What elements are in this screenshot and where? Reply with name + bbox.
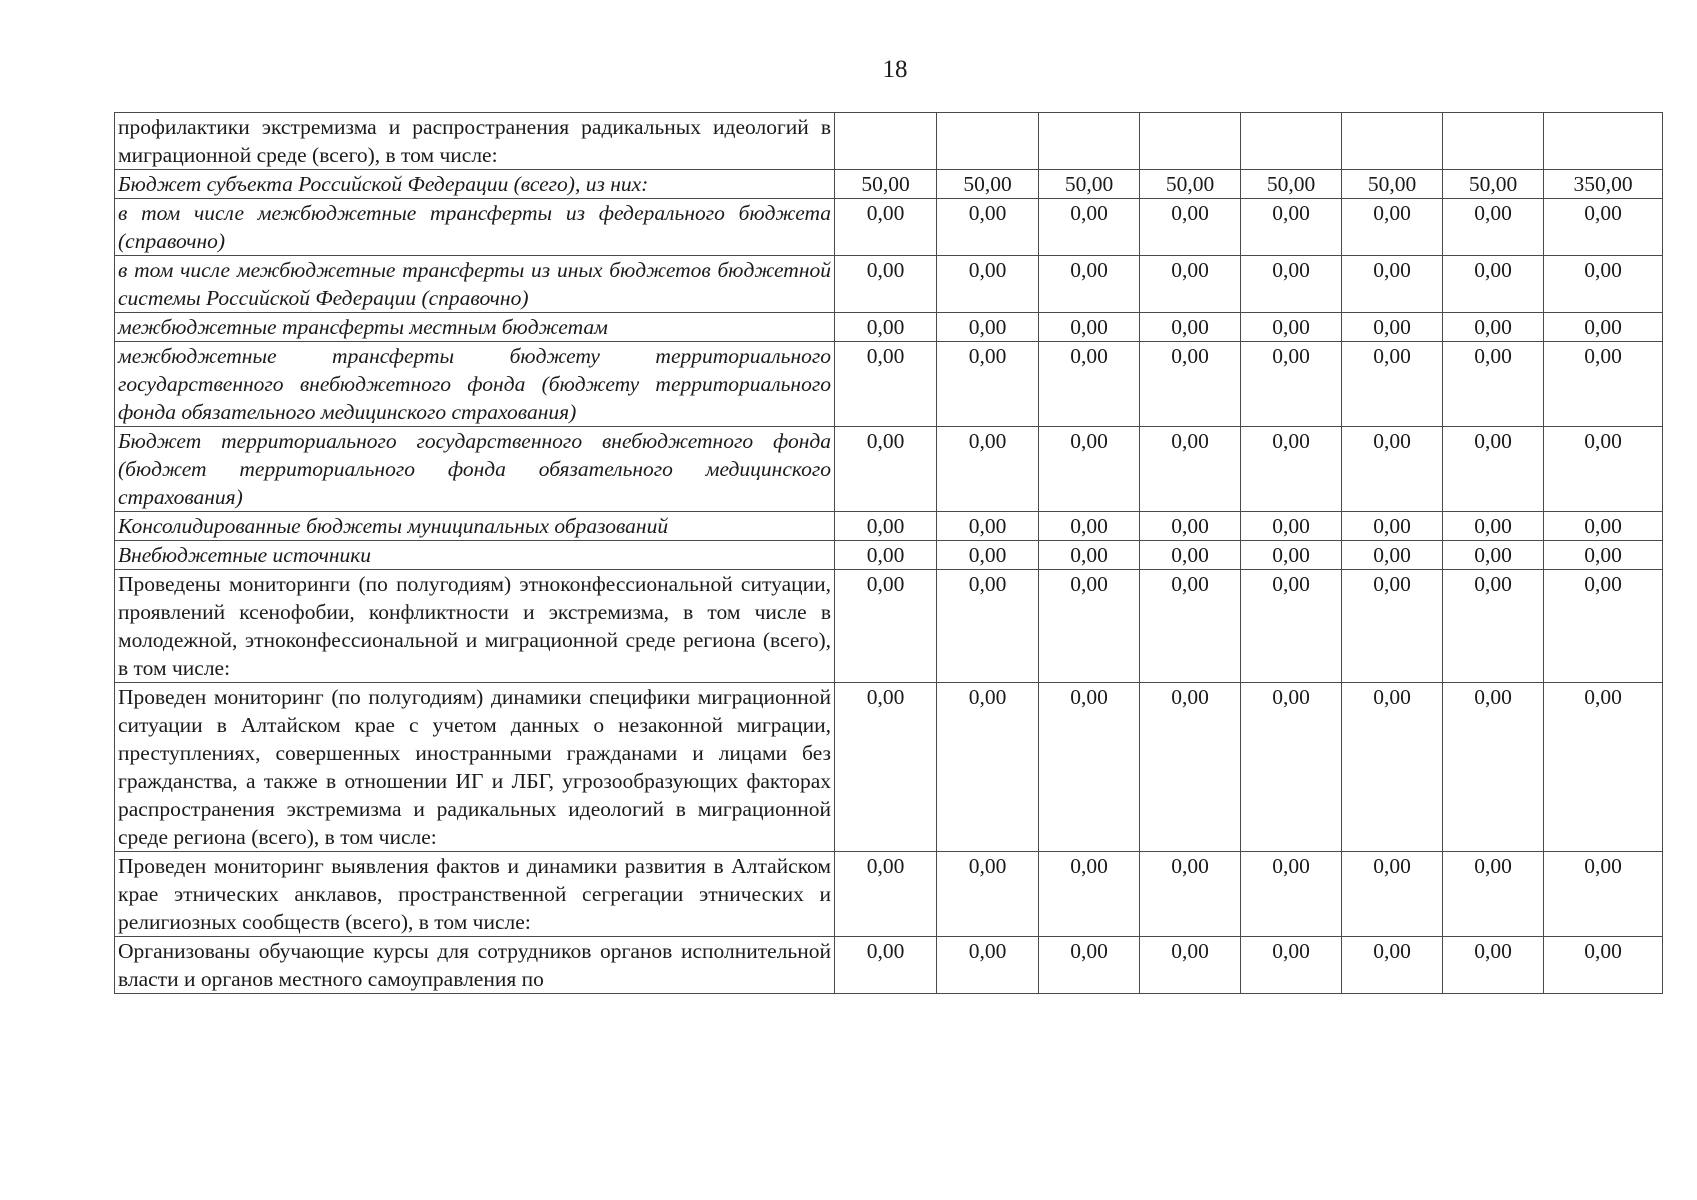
value-cell: 0,00 xyxy=(937,541,1039,570)
value-cell: 0,00 xyxy=(1544,852,1663,937)
value-cell: 0,00 xyxy=(937,570,1039,683)
value-cell: 0,00 xyxy=(1241,541,1342,570)
value-cell: 50,00 xyxy=(937,170,1039,199)
row-label: в том числе межбюджетные трансферты из иных бюджетов бюджетной системы Российской Федерации (справочно) xyxy=(115,256,835,313)
value-cell xyxy=(1039,113,1140,170)
table-row xyxy=(115,170,1663,199)
value-cell: 0,00 xyxy=(1140,427,1241,512)
value-cell: 0,00 xyxy=(1241,199,1342,256)
value-cell: 0,00 xyxy=(1039,937,1140,994)
value-cell: 0,00 xyxy=(1241,937,1342,994)
table-row xyxy=(115,256,1663,313)
value-cell: 0,00 xyxy=(1443,342,1544,427)
value-cell: 0,00 xyxy=(1241,683,1342,852)
value-cell: 0,00 xyxy=(1140,342,1241,427)
value-cell xyxy=(1241,113,1342,170)
value-cell: 0,00 xyxy=(937,199,1039,256)
value-cell: 0,00 xyxy=(1443,199,1544,256)
value-cell: 0,00 xyxy=(1140,852,1241,937)
value-cell: 0,00 xyxy=(937,683,1039,852)
value-cell: 0,00 xyxy=(835,342,937,427)
value-cell: 0,00 xyxy=(1039,256,1140,313)
value-cell: 0,00 xyxy=(1342,199,1443,256)
value-cell: 50,00 xyxy=(1241,170,1342,199)
table-row xyxy=(115,199,1663,256)
value-cell: 0,00 xyxy=(1544,541,1663,570)
value-cell: 0,00 xyxy=(835,570,937,683)
row-label: Проведен мониторинг (по полугодиям) динамики специфики миграционной ситуации в Алтайском крае с учетом данных о незаконной миграции, преступлениях, совершенных иностранными гражданами и лицами без гражданства, а также в отношении ИГ и ЛБГ, угрозообразующих факторах распространения экстремизма и радикальных идеологий в миграционной среде региона (всего), в том числе: xyxy=(115,683,835,852)
value-cell: 0,00 xyxy=(1140,937,1241,994)
value-cell: 0,00 xyxy=(1140,570,1241,683)
row-label: профилактики экстремизма и распространения радикальных идеологий в миграционной среде (всего), в том числе: xyxy=(115,113,835,170)
row-label: Бюджет субъекта Российской Федерации (всего), из них: xyxy=(115,170,835,199)
table-row xyxy=(115,427,1663,512)
value-cell: 0,00 xyxy=(1544,937,1663,994)
value-cell: 0,00 xyxy=(835,427,937,512)
budget-table xyxy=(114,112,1663,994)
value-cell: 0,00 xyxy=(937,427,1039,512)
row-label: Консолидированные бюджеты муниципальных образований xyxy=(115,512,835,541)
value-cell xyxy=(1544,113,1663,170)
value-cell: 50,00 xyxy=(1342,170,1443,199)
value-cell: 0,00 xyxy=(1544,199,1663,256)
value-cell: 0,00 xyxy=(835,852,937,937)
value-cell: 0,00 xyxy=(1241,852,1342,937)
table-row xyxy=(115,570,1663,683)
value-cell: 0,00 xyxy=(1342,313,1443,342)
value-cell: 50,00 xyxy=(1443,170,1544,199)
value-cell: 0,00 xyxy=(937,313,1039,342)
table-row xyxy=(115,512,1663,541)
table-row xyxy=(115,313,1663,342)
value-cell: 0,00 xyxy=(835,541,937,570)
value-cell: 0,00 xyxy=(1544,427,1663,512)
value-cell: 0,00 xyxy=(1342,570,1443,683)
value-cell: 0,00 xyxy=(1039,342,1140,427)
value-cell: 0,00 xyxy=(1443,852,1544,937)
page-number: 18 xyxy=(882,56,908,83)
value-cell: 50,00 xyxy=(1140,170,1241,199)
row-label: Внебюджетные источники xyxy=(115,541,835,570)
value-cell: 350,00 xyxy=(1544,170,1663,199)
table-body xyxy=(115,113,1663,994)
value-cell: 0,00 xyxy=(1140,512,1241,541)
value-cell: 0,00 xyxy=(1039,541,1140,570)
value-cell: 0,00 xyxy=(1140,541,1241,570)
row-label: Организованы обучающие курсы для сотрудников органов исполнительной власти и органов местного самоуправления по xyxy=(115,937,835,994)
row-label: Проведен мониторинг выявления фактов и динамики развития в Алтайском крае этнических анклавов, пространственной сегрегации этнических и религиозных сообществ (всего), в том числе: xyxy=(115,852,835,937)
value-cell: 0,00 xyxy=(1443,937,1544,994)
value-cell: 0,00 xyxy=(1443,683,1544,852)
value-cell: 0,00 xyxy=(835,199,937,256)
value-cell: 0,00 xyxy=(937,342,1039,427)
row-label: межбюджетные трансферты местным бюджетам xyxy=(115,313,835,342)
value-cell: 0,00 xyxy=(1443,256,1544,313)
value-cell: 0,00 xyxy=(1544,313,1663,342)
value-cell: 0,00 xyxy=(1140,683,1241,852)
value-cell: 0,00 xyxy=(1342,512,1443,541)
value-cell: 0,00 xyxy=(835,937,937,994)
value-cell: 0,00 xyxy=(1544,256,1663,313)
value-cell: 0,00 xyxy=(937,852,1039,937)
value-cell: 0,00 xyxy=(1241,313,1342,342)
value-cell xyxy=(1443,113,1544,170)
value-cell: 0,00 xyxy=(1039,852,1140,937)
value-cell: 0,00 xyxy=(1342,342,1443,427)
value-cell: 0,00 xyxy=(835,512,937,541)
value-cell: 0,00 xyxy=(1039,199,1140,256)
table-row xyxy=(115,683,1663,852)
table-row xyxy=(115,113,1663,170)
value-cell: 0,00 xyxy=(1544,683,1663,852)
value-cell: 0,00 xyxy=(1342,541,1443,570)
value-cell: 0,00 xyxy=(1039,427,1140,512)
value-cell: 0,00 xyxy=(1039,313,1140,342)
row-label: в том числе межбюджетные трансферты из федерального бюджета (справочно) xyxy=(115,199,835,256)
table-row xyxy=(115,541,1663,570)
value-cell: 0,00 xyxy=(937,937,1039,994)
value-cell: 0,00 xyxy=(1342,256,1443,313)
value-cell: 0,00 xyxy=(937,256,1039,313)
value-cell: 0,00 xyxy=(835,313,937,342)
table-row xyxy=(115,852,1663,937)
value-cell xyxy=(1140,113,1241,170)
value-cell: 0,00 xyxy=(1443,570,1544,683)
value-cell: 0,00 xyxy=(1443,512,1544,541)
value-cell: 50,00 xyxy=(835,170,937,199)
value-cell: 0,00 xyxy=(1241,512,1342,541)
value-cell: 0,00 xyxy=(1241,256,1342,313)
value-cell: 0,00 xyxy=(1443,313,1544,342)
row-label: межбюджетные трансферты бюджету территориального государственного внебюджетного фонда (бюджету территориального фонда обязательного медицинского страхования) xyxy=(115,342,835,427)
value-cell: 0,00 xyxy=(1443,427,1544,512)
row-label: Проведены мониторинги (по полугодиям) этноконфессиональной ситуации, проявлений ксенофобии, конфликтности и экстремизма, в том числе в молодежной, этноконфессиональной и миграционной среде региона (всего), в том числе: xyxy=(115,570,835,683)
value-cell xyxy=(1342,113,1443,170)
value-cell: 0,00 xyxy=(1039,512,1140,541)
value-cell: 0,00 xyxy=(1342,852,1443,937)
value-cell: 0,00 xyxy=(1140,199,1241,256)
row-label: Бюджет территориального государственного внебюджетного фонда (бюджет территориального фонда обязательного медицинского страхования) xyxy=(115,427,835,512)
value-cell: 0,00 xyxy=(1241,427,1342,512)
value-cell: 0,00 xyxy=(835,683,937,852)
value-cell: 0,00 xyxy=(1241,570,1342,683)
value-cell xyxy=(835,113,937,170)
value-cell: 0,00 xyxy=(1140,313,1241,342)
value-cell: 0,00 xyxy=(1544,570,1663,683)
value-cell: 0,00 xyxy=(1443,541,1544,570)
table-row xyxy=(115,937,1663,994)
value-cell: 0,00 xyxy=(1342,427,1443,512)
value-cell: 0,00 xyxy=(1039,570,1140,683)
value-cell: 0,00 xyxy=(1241,342,1342,427)
value-cell: 0,00 xyxy=(1342,937,1443,994)
value-cell: 50,00 xyxy=(1039,170,1140,199)
table-row xyxy=(115,342,1663,427)
value-cell: 0,00 xyxy=(937,512,1039,541)
value-cell: 0,00 xyxy=(1039,683,1140,852)
value-cell: 0,00 xyxy=(1140,256,1241,313)
value-cell: 0,00 xyxy=(1544,342,1663,427)
value-cell: 0,00 xyxy=(1342,683,1443,852)
value-cell: 0,00 xyxy=(1544,512,1663,541)
value-cell xyxy=(937,113,1039,170)
value-cell: 0,00 xyxy=(835,256,937,313)
